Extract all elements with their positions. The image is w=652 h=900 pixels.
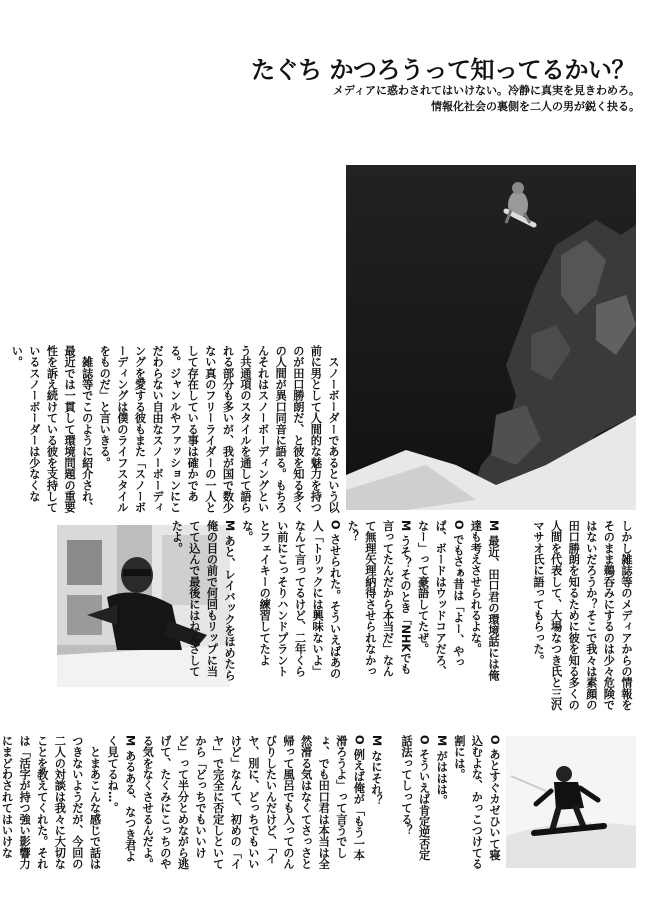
middle-paragraph-3: M うそ？そのとき「NHKでも言ってたんだから本当だ」なんて無理矢理納得させられなかった？: [346, 520, 413, 677]
article-subtitle-line-1: メディアに惑わされてはいけない。冷静に真実を見きわめろ。: [332, 84, 640, 97]
top-right-paragraph-1: しかし雑誌等のメディアからの情報をそのまま鵜呑みにするのは少々危険ではないだろうか？そこで我々は素顔の田口勝朗を知るために彼を知る多くの人間を代表して、大場なつき氏と三沢マサオ氏に語ってもらった。: [532, 520, 633, 711]
intro-paragraph-2: 雑誌等でこのように紹介され、最近では一貫して環境問題の重要性を訴え続けている彼を支持しているスノーボーダーは少なくない。: [10, 345, 94, 513]
middle-paragraph-5: M あと、レイバックをほめたら俺の目の前で何回もリップに当てて込んで最後にはねんざしてたよ。: [170, 520, 237, 681]
bottom-dialogue-block: [0, 735, 385, 870]
article-subtitle-line-2: 情報化社会の裏側を二人の男が鋭く抉る。: [431, 100, 640, 113]
bottom-right-paragraph-3: O そういえば肯定逆否定話法ってしってる？: [400, 735, 431, 861]
middle-paragraph-2: O でもさぁ昔は「よー、やっぱ、ボードはウッドコアだろ、なー」って豪語してたぜ。: [416, 520, 465, 677]
bottom-paragraph-2: O 例えば俺が「もう一本滑ろうよ」って言うでしょ、でも田口君は本当は全然滑る気はなくてさっさと帰って風呂でも入ってのんびりしたいんだけど、「イヤ、別に、どっちでもいいけど」なんて、初めの「イヤ」で完全に否定しといてから「どっちでもいいけど」って半分とめながら逃げて、たくみにこっちのやる気をなくさせるんだよ。: [141, 735, 366, 870]
bottom-paragraph-3: M あるある、なつき君よく見てるね…。: [106, 735, 137, 863]
intro-paragraph-1: スノーボーダーであるという以前に男として人間的な魅力を持つのが田口勝朗だ、と彼を知る多くの人間が異口同音に語る。もちろんそれはスノーボーディングという共通項のスタイルを通して語られる部分も多いが、我が国で数少ない真のフリーライダーの一人として存在している事は確かである。ジャンルやファッションにこだわらない自由なスノーボーディングを愛する彼もまた「スノーボーディングは僕のライフスタイルをものだ」と言いきる。: [98, 345, 340, 513]
middle-paragraph-1: M 最近、田口君の環境話には俺達も考えさせられるよな。: [469, 520, 500, 681]
bottom-right-paragraph-1: O あとすぐカゼひいて寝込むよな、かっこつけてる割には。: [452, 735, 501, 870]
bottom-right-dialogue-block: [388, 735, 503, 870]
top-right-text-block: [505, 520, 635, 720]
middle-paragraph-4: O させられた。そういえばあの人「トリックには興味ないよ」なんて言ってるけど、二年くらい前にこっそりハンドプラントとフェイキーの練習してたよな。: [240, 520, 342, 680]
bottom-paragraph-4: とまあこんな感じで話はつきないようだが、今回の二人の対談は我々に大切なことを教えてくれた。それは「活字が持つ強い影響力にまどわされてはいけな: [0, 735, 102, 870]
bottom-paragraph-1: M なにそれ？: [370, 735, 383, 807]
snowboarder-riding-photo: [506, 736, 636, 868]
snowboard-jump-photo: [346, 165, 636, 510]
middle-dialogue-block: [170, 520, 502, 685]
bottom-right-paragraph-2: M がははは。: [435, 735, 449, 807]
intro-text-block: [10, 345, 342, 515]
article-title: たぐち かつろうって知ってるかい？: [251, 56, 635, 84]
